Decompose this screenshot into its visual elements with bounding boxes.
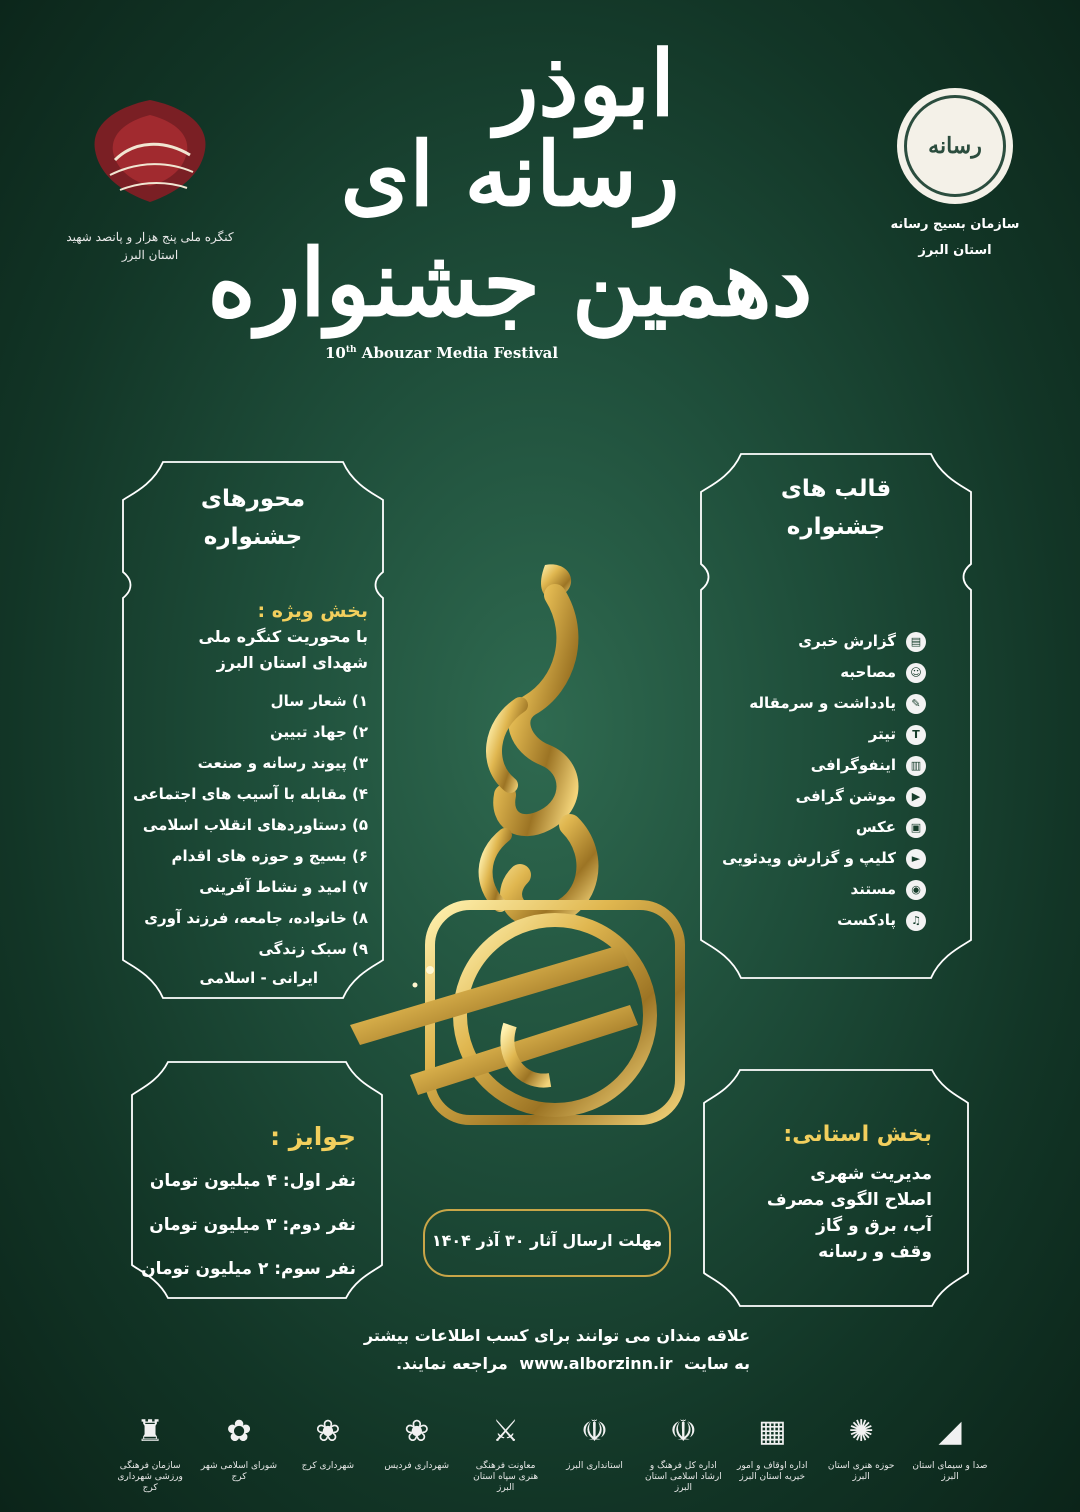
- topic-item: ۴) مقابله با آسیب های اجتماعی: [133, 785, 368, 803]
- format-label: مصاحبه: [840, 663, 896, 681]
- special-section-line: شهدای استان البرز: [216, 653, 368, 672]
- topics-title-line1: محورهای: [200, 486, 306, 512]
- infographic-icon: ▥: [906, 756, 926, 776]
- format-label: پادکست: [837, 911, 896, 929]
- prize-item: نفر اول: ۴ میلیون تومان: [149, 1171, 356, 1191]
- format-label: اینفوگرافی: [810, 756, 896, 774]
- format-item: [716, 750, 926, 781]
- sponsor-logo: [199, 1405, 279, 1495]
- title-en-sup: th: [345, 345, 357, 355]
- provincial-item: مدیریت شهری: [810, 1164, 932, 1184]
- caption-line: استان البرز: [121, 248, 179, 262]
- topic-continuation: ایرانی - اسلامی: [199, 969, 318, 987]
- title-line-tenth-festival: دهمین جشنواره: [207, 229, 813, 337]
- provincial-title: بخش استانی:: [783, 1122, 932, 1147]
- format-item: [716, 874, 926, 905]
- format-item: [716, 905, 926, 936]
- media-basij-caption: [880, 212, 1030, 264]
- prizes-title: جوایز :: [270, 1122, 356, 1151]
- website-link[interactable]: www.alborzinn.ir: [519, 1354, 673, 1373]
- title-en-number: 10: [325, 344, 346, 362]
- municipality-icon: ❀: [315, 1413, 341, 1449]
- info-line: علاقه مندان می توانند برای کسب اطلاعات بیشتر: [363, 1326, 750, 1345]
- motion-icon: ▶: [906, 787, 926, 807]
- special-section-line: با محوریت کنگره ملی: [198, 627, 368, 646]
- sponsor-caption: حوزه هنری استان البرز: [827, 1461, 895, 1482]
- sponsor-logos: [110, 1405, 990, 1495]
- format-item: [716, 657, 926, 688]
- rose-emblem-icon: [75, 90, 225, 220]
- sponsor-logo: [466, 1405, 546, 1495]
- endowment-icon: ▦: [758, 1413, 787, 1449]
- abouzar-gold-emblem-icon: [330, 555, 710, 1165]
- news-icon: ▤: [906, 632, 926, 652]
- topic-item: ۲) جهاد تبیین: [270, 723, 368, 741]
- info-suffix: مراجعه نمایند.: [396, 1354, 508, 1373]
- festival-title: [207, 20, 813, 350]
- format-item: [716, 719, 926, 750]
- provincial-panel: [700, 1068, 972, 1308]
- prize-item: نفر دوم: ۳ میلیون تومان: [149, 1215, 356, 1235]
- sponsor-logo: [910, 1405, 990, 1495]
- topic-item: ۶) بسیج و حوزه های اقدام: [171, 847, 368, 865]
- sports-icon: ♜: [136, 1413, 164, 1449]
- note-icon: ✎: [906, 694, 926, 714]
- photo-icon: ▣: [906, 818, 926, 838]
- sponsor-caption: سازمان فرهنگی ورزشی شهرداری کرج: [117, 1461, 183, 1493]
- format-item: [716, 688, 926, 719]
- formats-list: [696, 626, 976, 936]
- special-section-title: بخش ویژه :: [257, 600, 368, 622]
- format-label: موشن گرافی: [795, 787, 896, 805]
- formats-title-line2: جشنواره: [786, 514, 886, 540]
- format-label: تیتر: [868, 725, 896, 743]
- badge-mark: رسانه: [904, 95, 1006, 197]
- podcast-icon: ♫: [906, 911, 926, 931]
- topic-item: ۵) دستاوردهای انقلاب اسلامی: [142, 816, 368, 834]
- emblem-icon: ☫: [669, 1413, 697, 1449]
- format-item: [716, 843, 926, 874]
- format-label: گزارش خبری: [798, 632, 896, 650]
- format-label: کلیپ و گزارش ویدئویی: [722, 849, 896, 867]
- provincial-item: وقف و رسانه: [818, 1242, 932, 1262]
- sponsor-caption: معاونت فرهنگی هنری سپاه استان البرز: [473, 1461, 539, 1493]
- format-item: [716, 781, 926, 812]
- sponsor-logo: [288, 1405, 368, 1495]
- sponsor-caption: اداره اوقاف و امور خیریه استان البرز: [736, 1461, 808, 1482]
- formats-title-line1: قالب های: [780, 476, 892, 502]
- media-basij-logo: [880, 88, 1030, 264]
- sponsor-caption: شهرداری کرج: [301, 1461, 355, 1471]
- more-info-text: [330, 1322, 750, 1378]
- caption-line: کنگره ملی پنج هزار و پانصد شهید: [66, 230, 234, 244]
- format-label: عکس: [855, 818, 896, 836]
- council-icon: ✿: [226, 1413, 252, 1449]
- info-prefix: به سایت: [684, 1354, 750, 1373]
- topic-item: ۹) سبک زندگی: [258, 940, 368, 958]
- caption-line: سازمان بسیج رسانه: [890, 217, 1020, 232]
- sepah-icon: ⚔: [492, 1413, 520, 1449]
- video-icon: ►: [906, 849, 926, 869]
- format-label: یادداشت و سرمقاله: [749, 694, 896, 712]
- title-line-media: رسانه ای: [340, 122, 680, 226]
- caption-line: استان البرز: [918, 243, 992, 258]
- emblem-icon: ☫: [581, 1413, 608, 1449]
- provincial-item: اصلاح الگوی مصرف: [766, 1190, 932, 1210]
- prize-item: نفر سوم: ۲ میلیون تومان: [141, 1259, 356, 1279]
- info-line: [330, 1350, 750, 1378]
- festival-title-english: [325, 344, 558, 362]
- sponsor-caption: استانداری البرز: [566, 1461, 623, 1471]
- interview-icon: ☺: [906, 663, 926, 683]
- documentary-icon: ◉: [906, 880, 926, 900]
- title-en-text: Abouzar Media Festival: [356, 344, 559, 362]
- sponsor-logo: [555, 1405, 635, 1495]
- martyrs-congress-caption: [60, 228, 240, 264]
- topics-title-line2: جشنواره: [203, 524, 303, 550]
- submission-deadline: مهلت ارسال آثار ۳۰ آذر ۱۴۰۴: [423, 1209, 671, 1277]
- formats-panel: [696, 452, 976, 980]
- sponsor-caption: شورای اسلامی شهر کرج: [200, 1461, 278, 1482]
- provincial-list: [700, 1161, 932, 1265]
- broadcast-icon: ◢: [938, 1413, 962, 1449]
- format-item: [716, 812, 926, 843]
- headline-icon: T: [906, 725, 926, 745]
- sponsor-logo: [643, 1405, 723, 1495]
- martyrs-congress-logo: [60, 90, 240, 290]
- topic-item: ۸) خانواده، جامعه، فرزند آوری: [144, 909, 368, 927]
- sponsor-logo: [732, 1405, 812, 1495]
- provincial-item: آب، برق و گاز: [816, 1216, 932, 1236]
- topic-item: ۳) پیوند رسانه و صنعت: [197, 754, 368, 772]
- municipality-icon: ❀: [404, 1413, 430, 1449]
- sponsor-caption: صدا و سیمای استان البرز: [912, 1461, 988, 1482]
- sponsor-caption: اداره کل فرهنگ و ارشاد اسلامی استان البرز: [645, 1461, 722, 1493]
- format-item: [716, 626, 926, 657]
- prizes-list: [128, 1159, 356, 1291]
- sponsor-caption: شهرداری فردیس: [384, 1461, 450, 1471]
- topic-item: ۷) امید و نشاط آفرینی: [199, 878, 368, 896]
- topic-item: ۱) شعار سال: [270, 692, 368, 710]
- sponsor-logo: [110, 1405, 190, 1495]
- format-label: مستند: [850, 880, 896, 898]
- sponsor-logo: [377, 1405, 457, 1495]
- sponsor-logo: [821, 1405, 901, 1495]
- title-line-abouzar: ابوذر: [494, 31, 676, 137]
- media-basij-badge-icon: [897, 88, 1013, 204]
- art-center-icon: ✺: [848, 1413, 874, 1449]
